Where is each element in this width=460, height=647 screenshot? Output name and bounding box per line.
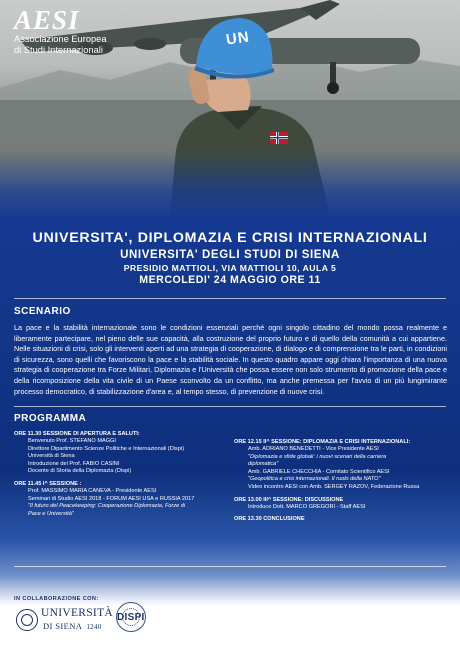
session-item: Amb. GABRIELE CHECCHIA - Comitato Scientifico AESI: [248, 468, 390, 475]
logo-mark: AESI: [14, 5, 80, 35]
aesi-logo: [14, 6, 107, 56]
session-item: Amb. ADRIANO BENEDETTI - Vice Presidente AESI: [248, 446, 379, 452]
program-session: [14, 430, 226, 476]
program-session: [234, 438, 454, 492]
scenario-text: La pace e la stabilità internazionale sono le condizioni essenziali perché ogni singolo cittadino del mondo possa realmente e liberamente partecipare, nel pieno delle sue capacità, alla costruzione del proprio futuro e di quello della comunità a cui appartiene. Nelle situazioni di crisi, solo gli interventi aperti ad una strategia di cooperazione, di dialogo e di comprensione tra le parti, in condizioni di sicurezza, sono quelli che favoriscono la pace e la stabilità sociale. In questo quadro appare oggi chiara l'importanza di una nuova strategia di cooperazione tra Forze Militari, Diplomazia e l'Università che possa essere non solo strumento di promozione della pace e della ricomposizione della vita civile di un Paese sconvolto da un conflitto, ma anche premessa per l'avvio di un più lungimirante processo democratico, di stabilizzazione d'area e, al tempo stesso, di prevenzione di nuove crisi.: [14, 323, 447, 396]
session-item: Introduce Dott. MARCO GREGORI - Staff AESI: [248, 503, 366, 510]
session-title: ORE 13.30 CONCLUSIONE: [234, 516, 305, 523]
event-title: UNIVERSITA', DIPLOMAZIA E CRISI INTERNAZIONALI: [32, 230, 428, 246]
session-item: diplomatica": [248, 461, 279, 468]
event-date: MERCOLEDI' 24 MAGGIO ORE 11: [139, 274, 321, 286]
unisiena-name: UNIVERSITÀ: [41, 607, 113, 619]
program-session: [234, 496, 454, 512]
event-university: UNIVERSITA' DEGLI STUDI DI SIENA: [120, 249, 340, 261]
session-item: Docente di Storia della Diplomazia (Dispi): [28, 468, 132, 475]
session-item: Pace e Università": [28, 510, 74, 517]
helmet-text: UN: [224, 28, 251, 49]
session-item: "Il futuro del Peacekeeping: Cooperazione Diplomazia, Forze di: [28, 503, 186, 510]
logo-line-1: Associazione Europea: [14, 34, 107, 44]
logo-line-2: di Studi Internazionali: [14, 45, 103, 55]
session-item: Seminari di Studio AESI 2018 - FORUM AESI USA e RUSSIA 2017: [28, 495, 195, 502]
unisiena-city: DI SIENA: [43, 621, 83, 631]
session-item: "Diplomazia e sfide globali: i nuovi scenari della carriera: [248, 453, 387, 460]
divider-bottom: [14, 566, 446, 567]
programma-left-column: [14, 430, 226, 522]
program-session: [14, 480, 226, 518]
session-item: Introduzione del Prof. FABIO CASINI: [28, 460, 120, 467]
scenario-heading: SCENARIO: [14, 306, 71, 317]
session-title: ORE 11.45 I^ SESSIONE :: [14, 480, 82, 487]
divider-middle: [14, 406, 446, 407]
divider-top: [14, 298, 446, 299]
session-title: ORE 12.15 II^ SESSIONE: DIPLOMAZIA E CRISI INTERNAZIONALI:: [234, 439, 411, 445]
photo-fade: [0, 150, 460, 215]
event-venue: PRESIDIO MATTIOLI, VIA MATTIOLI 10, AULA 5: [123, 263, 337, 273]
session-title: ORE 13.00 III^ SESSIONE: DISCUSSIONE: [234, 496, 344, 503]
collaboration-label: IN COLLABORAZIONE CON:: [14, 596, 99, 602]
program-session: [234, 515, 454, 523]
programma-right-column: [234, 438, 454, 527]
unisiena-year: 1240: [86, 623, 102, 631]
unisiena-seal-icon: [16, 609, 38, 631]
session-item: Benvenuto Prof. STEFANO MAGGI: [28, 438, 116, 444]
session-item: Video incontro AESI con Amb. SERGEY RAZOV, Federazione Russa: [248, 483, 420, 490]
unisiena-subtitle: [43, 621, 102, 631]
session-title: ORE 11.30 SESSIONE DI APERTURA E SALUTI:: [14, 431, 140, 437]
dispi-logo-text: DISPI: [117, 612, 145, 623]
session-item: Direttore Dipartimento Scienze Politiche e Internazionali (Dispi): [28, 445, 185, 452]
session-item: "Geopolitica e crisi internazionali. Il ruolo della NATO": [248, 476, 381, 483]
session-item: Università di Siena: [28, 453, 75, 460]
programma-heading: PROGRAMMA: [14, 413, 87, 424]
session-item: Prof. MASSIMO MARIA CANEVA - Presidente AESI: [28, 487, 157, 494]
